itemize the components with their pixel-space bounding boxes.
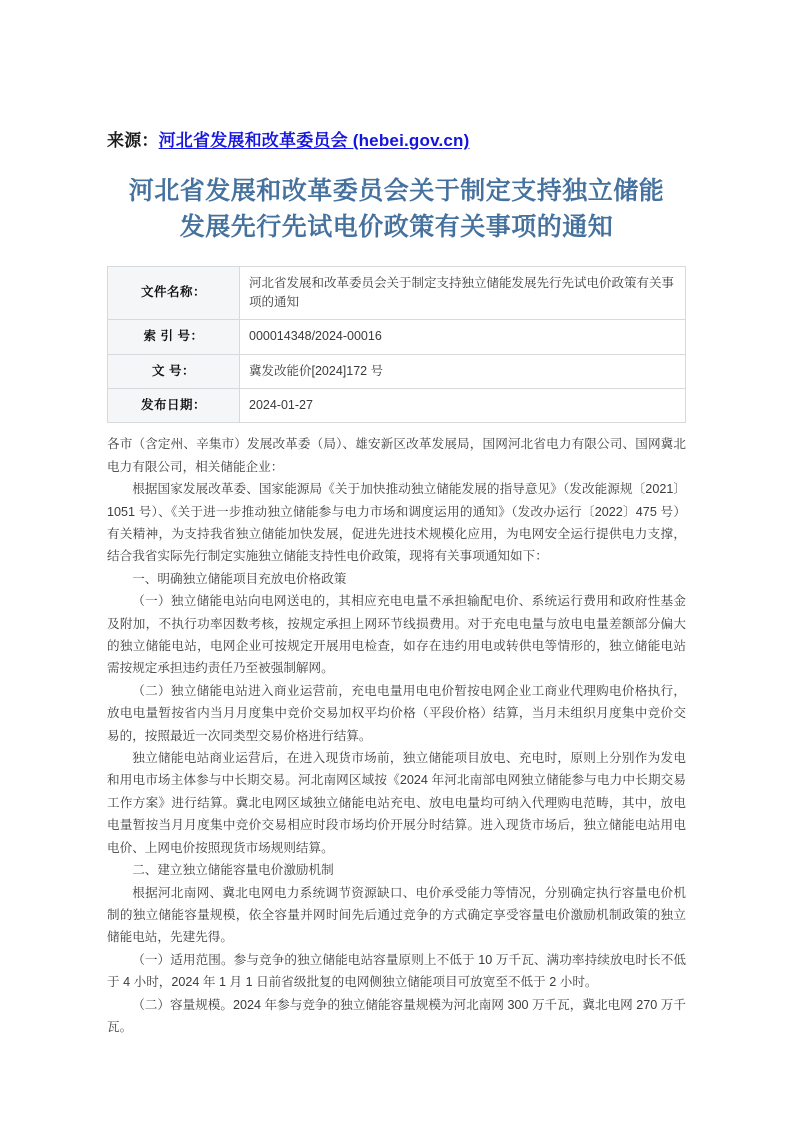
body-heading-section-2: 二、建立独立储能容量电价激励机制 [132,863,334,878]
document-body [107,433,686,1038]
body-heading-section-1: 一、明确独立储能项目充放电价格政策 [132,571,347,586]
page-title-line-1: 河北省发展和改革委员会关于制定支持独立储能 [128,177,665,205]
page-title-line-2: 发展先行先试电价政策有关事项的通知 [179,213,614,242]
body-paragraph-preamble: 根据国家发展改革委、国家能源局《关于加快推动独立储能发展的指导意见》（发改能源规〔2021〕1051 号）、《关于进一步推动独立储能参与电力市场和调度运用的通知》（发改办运行〔2022〕475 号）有关精神，为支持我省独立储能加快发展，促进先进技术规模化应用，为电网安全运行提供电力支撑，结合我省实际先行制定实施独立储能支持性电价政策，现将有关事项通知如下： [107,482,686,564]
body-paragraph-recipients: 各市（含定州、辛集市）发展改革委（局）、雄安新区改革发展局，国网河北省电力有限公司、国网冀北电力有限公司，相关储能企业： [107,437,686,474]
table-row [108,389,686,423]
body-paragraph-section-2-intro: 根据河北南网、冀北电网电力系统调节资源缺口、电价承受能力等情况，分别确定执行容量电价机制的独立储能容量规模，依全容量并网时间先后通过竞争的方式确定享受容量电价激励机制政策的独立储能电站，先建先得。 [107,885,686,945]
metadata-label-publish-date: 发布日期： [108,389,240,423]
source-line [107,0,686,151]
metadata-value-file-name: 河北省发展和改革委员会关于制定支持独立储能发展先行先试电价政策有关事项的通知 [240,266,686,320]
metadata-value-publish-date: 2024-01-27 [240,389,686,423]
body-paragraph-section-1-item-2: （二）独立储能电站进入商业运营前，充电电量用电电价暂按电网企业工商业代理购电价格执行，放电电量暂按省内当月月度集中竞价交易加权平均价格（平段价格）结算，当月未组织月度集中竞价交易的，按照最近一次同类型交易价格进行结算。 [107,683,686,743]
body-paragraph-section-1-item-1: （一）独立储能电站向电网送电的，其相应充电电量不承担输配电价、系统运行费用和政府性基金及附加，不执行功率因数考核，按规定承担上网环节线损费用。对于充电电量与放电电量差额部分偏大的独立储能电站，电网企业可按规定开展用电检查，如存在违约用电或转供电等情形的，独立储能电站需按规定承担违约责任乃至被强制解网。 [107,594,686,676]
metadata-label-file-name: 文件名称： [108,266,240,320]
metadata-value-index-number: 000014348/2024-00016 [240,320,686,354]
body-paragraph-section-2-item-1: （一）适用范围。参与竞争的独立储能电站容量原则上不低于 10 万千瓦、满功率持续放电时长不低于 4 小时，2024 年 1 月 1 日前省级批复的电网侧独立储能项目可放宽至不低于 2 小时。 [107,952,686,990]
body-paragraph-section-1-item-2-cont: 独立储能电站商业运营后，在进入现货市场前，独立储能项目放电、充电时，原则上分别作为发电和用电市场主体参与中长期交易。河北南网区域按《2024 年河北南部电网独立储能参与电力中长期交易工作方案》进行结算。冀北电网区域独立储能电站充电、放电电量均可纳入代理购电范畴，其中，放电电量暂按当月月度集中竞价交易相应时段市场均价开展分时结算。进入现货市场后，独立储能电站用电电价、上网电价按照现货市场规则结算。 [107,751,686,855]
page-title [107,173,686,246]
metadata-table-body [108,266,686,423]
metadata-label-document-number: 文 号： [108,354,240,388]
table-row [108,354,686,388]
table-row [108,320,686,354]
body-paragraph-section-2-item-2: （二）容量规模。2024 年参与竞争的独立储能容量规模为河北南网 300 万千瓦，冀北电网 270 万千瓦。 [107,997,686,1034]
document-metadata-table [107,266,686,424]
table-row [108,266,686,320]
source-label: 来源： [107,131,159,150]
source-link[interactable]: 河北省发展和改革委员会 (hebei.gov.cn) [158,131,470,150]
metadata-label-index-number: 索 引 号： [108,320,240,354]
metadata-value-document-number: 冀发改能价[2024]172 号 [240,354,686,388]
